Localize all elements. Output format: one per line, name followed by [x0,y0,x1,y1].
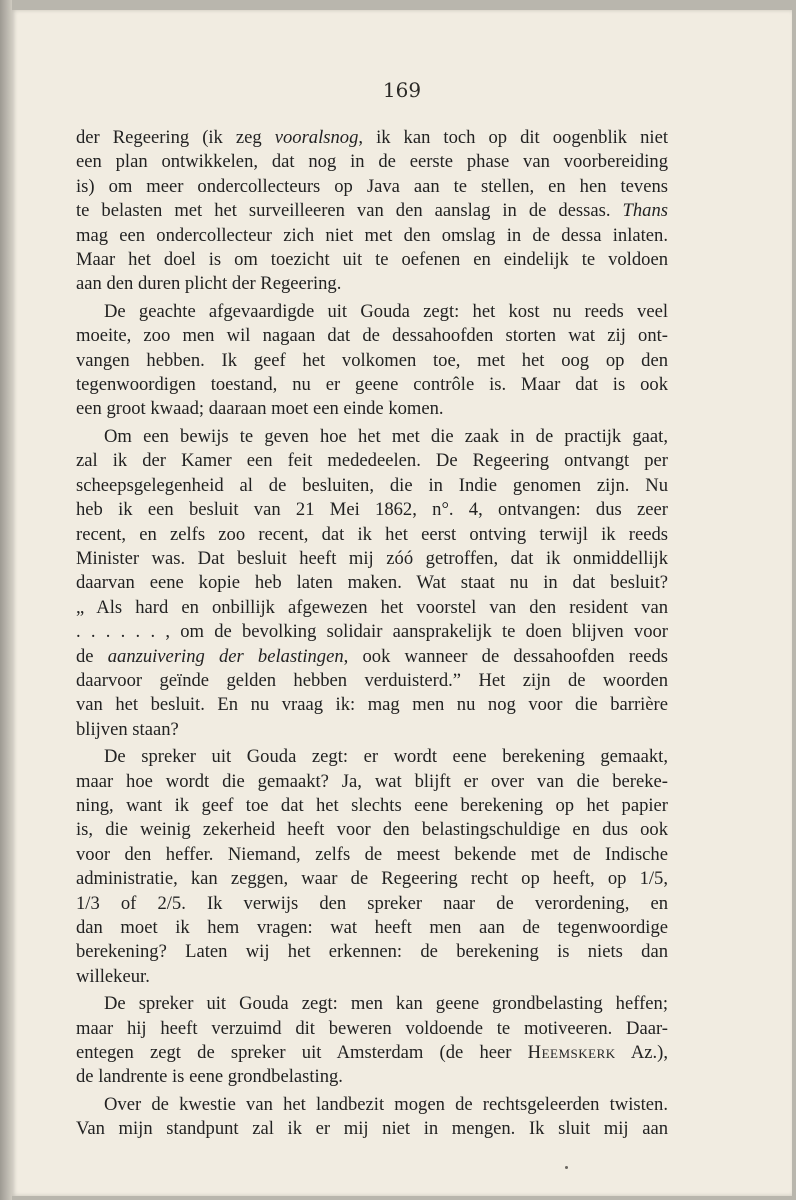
italic-text: vooralsnog [274,127,359,148]
text-line [76,349,668,373]
italic-text: Thans [622,200,668,222]
paper-speck [565,1166,568,1169]
text-segment: voor den heffer. Niemand, zelfs de meest bekende met de Indische [76,843,668,865]
text-line [76,474,668,498]
text-segment: De spreker uit Gouda zegt: men kan geene grondbelasting heffen; [104,993,668,1015]
text-segment: Over de kwestie van het landbezit mogen de rechtsgeleerden twisten. [104,1093,668,1115]
text-line [76,449,668,473]
text-segment: de landrente is eene grondbelasting. [76,1066,343,1088]
book-page [12,10,792,1196]
text-segment: scheepsgelegenheid al de besluiten, die in Indie genomen zijn. Nu [76,474,668,496]
text-segment: 1/3 of 2/5. Ik verwijs den spreker naar de verordening, en [76,892,668,914]
text-line [76,498,668,522]
body-text [76,126,668,1145]
text-segment: Van mijn standpunt zal ik er mij niet in mengen. Ik sluit mij aan [76,1118,668,1140]
text-line [76,620,668,644]
text-line [76,965,668,989]
text-segment: aan den duren plicht der Regeering. [76,273,342,295]
text-line [76,1041,668,1065]
text-line [76,523,668,547]
text-line [76,373,668,397]
text-line [76,425,668,449]
text-segment: ning, want ik geef toe dat het slechts eene berekening op het papier [76,794,668,816]
text-segment: der Regeering (ik zeg [76,127,275,148]
text-line [76,867,668,891]
text-segment: Az.), [615,1042,669,1064]
text-line [76,397,668,421]
text-line [76,992,668,1016]
text-line [76,248,668,272]
text-segment: een groot kwaad; daaraan moet een einde komen. [76,398,444,420]
text-line [76,1117,668,1141]
text-segment: vangen hebben. Ik geef het volkomen toe, met het oog op den [76,349,668,371]
text-segment: is, die weinig zekerheid heeft voor den belastingschuldige en dus ook [76,819,668,841]
page-number: 169 [382,78,422,102]
text-line [76,150,668,174]
text-line [76,324,668,348]
text-segment: , ik kan toch op dit oogenblik niet [358,127,669,148]
paragraph [76,126,668,297]
text-segment: daarvan eene kopie heb laten maken. Wat staat nu in dat besluit? [76,572,668,594]
text-segment: berekening? Laten wij het erkennen: de berekening is niets dan [76,941,668,963]
text-segment: administratie, kan zeggen, waar de Regeering recht op heeft, op 1/5, [76,868,668,890]
text-line [76,1017,668,1041]
text-segment: een plan ontwikkelen, dat nog in de eerste phase van voorbereiding [76,151,668,173]
text-line [76,1093,668,1117]
paragraph [76,1093,668,1142]
text-segment: blijven staan? [76,718,179,740]
text-line [76,770,668,794]
text-line [76,224,668,248]
text-segment: , ook wanneer de dessahoofden reeds [343,645,668,667]
text-line [76,940,668,964]
text-line [76,175,668,199]
text-line [76,794,668,818]
text-line [76,718,668,742]
text-line [76,547,668,571]
text-segment: is) om meer ondercollecteurs op Java aan te stellen, en hen tevens [76,175,668,197]
text-segment: tegenwoordigen toestand, nu er geene contrôle is. Maar dat is ook [76,374,668,396]
text-segment: de [76,645,108,667]
text-segment: De geachte afgevaardigde uit Gouda zegt: het kost nu reeds veel [104,300,668,322]
text-line [76,300,668,324]
text-segment: maar hoe wordt die gemaakt? Ja, wat blijft er over van die bereke- [76,770,668,792]
paragraph [76,300,668,422]
text-segment: Minister was. Dat besluit heeft mij zóó getroffen, dat ik onmiddellijk [76,547,668,569]
text-segment: te belasten met het surveilleeren van den aanslag in de dessas. [76,200,623,222]
text-segment: Om een bewijs te geven hoe het met die zaak in de practijk gaat, [104,425,668,447]
text-line [76,1065,668,1089]
text-line [76,126,668,150]
text-segment: maar hij heeft verzuimd dit beweren voldoende te motiveeren. Daar- [76,1017,668,1039]
text-segment: Maar het doel is om toezicht uit te oefenen en eindelijk te voldoen [76,249,668,271]
text-segment: De spreker uit Gouda zegt: er wordt eene berekening gemaakt, [104,746,668,768]
paragraph [76,992,668,1090]
text-segment: van het besluit. En nu vraag ik: mag men nu nog voor die barrière [76,694,668,716]
text-line [76,272,668,296]
paragraph [76,425,668,742]
text-line [76,843,668,867]
text-segment: moeite, zoo men wil nagaan dat de dessahoofden storten wat zij ont- [76,325,668,347]
text-line [76,571,668,595]
italic-text: aanzuivering der belastingen [107,645,344,667]
text-line [76,596,668,620]
text-segment: zal ik der Kamer een feit mededeelen. De Regeering ontvangt per [76,450,668,472]
text-line [76,745,668,769]
text-line [76,916,668,940]
text-segment: willekeur. [76,965,150,987]
text-segment: mag een ondercollecteur zich niet met den omslag in de dessa inlaten. [76,224,668,246]
text-segment: dan moet ik hem vragen: wat heeft men aan de tegenwoordige [76,917,668,938]
text-segment: recent, en zelfs zoo recent, dat ik het eerst ontving terwijl ik reeds [76,523,668,545]
small-caps-text: Heemskerk [527,1042,616,1064]
text-segment: heb ik een besluit van 21 Mei 1862, n°. 4, ontvangen: dus zeer [76,499,668,521]
text-line [76,669,668,693]
text-line [76,818,668,842]
text-segment: entegen zegt de spreker uit Amsterdam (de heer [76,1042,528,1064]
text-segment: „ Als hard en onbillijk afgewezen het voorstel van den resident van [76,596,668,618]
book-gutter [0,0,12,1200]
text-line [76,199,668,223]
paragraph [76,745,668,989]
text-segment: daarvoor geïnde gelden hebben verduisterd.” Het zijn de woorden [76,669,668,691]
text-line [76,892,668,916]
text-segment: . . . . . . , om de bevolking solidair aansprakelijk te doen blijven voor [76,621,668,643]
text-line [76,645,668,669]
text-line [76,693,668,717]
